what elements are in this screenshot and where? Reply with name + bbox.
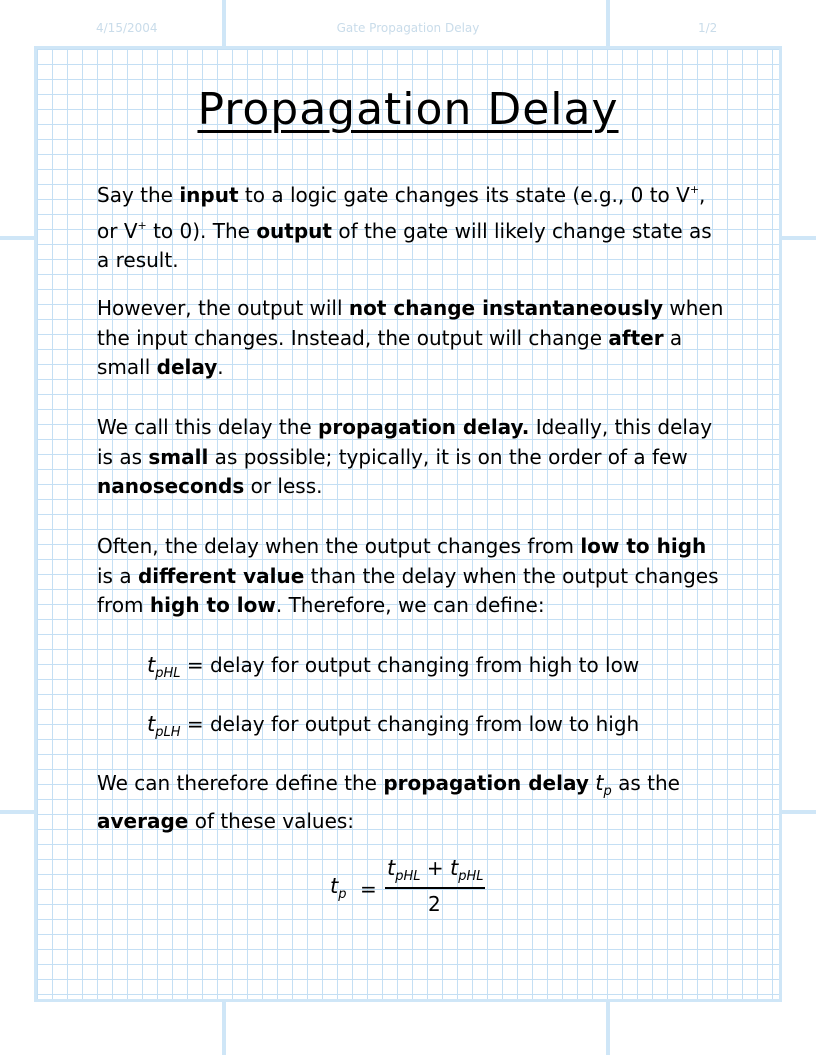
definition-tplh: $t_{pLH}$ = delay for output changing from low to high <box>147 712 640 740</box>
header-date: 4/15/2004 <box>96 21 158 35</box>
paragraph-propagation-delay: We call this delay the propagation delay. Ideally, this delay is as small as possible; typically, it is on the order of a few nanoseconds or less. <box>97 415 713 499</box>
formula-numerator: $t_{pHL} + t_{pHL}$ <box>387 856 484 884</box>
fraction-bar <box>385 887 485 889</box>
formula-denominator: 2 <box>428 892 441 916</box>
definition-tphl: $t_{pHL}$ = delay for output changing from high to low <box>147 653 640 681</box>
formula-equals: = <box>360 877 377 901</box>
page-title: Propagation Delay <box>197 84 619 135</box>
formula-lhs: $t_p$ <box>330 874 347 902</box>
paragraph-average: We can therefore define the propagation delay $t_p$ as the average of these values: <box>97 771 680 833</box>
header-title: Gate Propagation Delay <box>336 21 480 35</box>
header-page-number: 1/2 <box>698 21 718 35</box>
paragraph-input-output: Say the input to a logic gate changes its state (e.g., 0 to V+, or V+ to 0). The output of the gate will likely change state as a result. <box>97 183 712 273</box>
paragraph-not-instantaneous: However, the output will not change instantaneously when the input changes. Instead, the output will change after a small delay. <box>97 296 724 380</box>
paragraph-different-values: Often, the delay when the output changes from low to high is a different value than the delay when the output changes from high to low. Therefore, we can define: <box>97 534 719 618</box>
average-delay-formula <box>330 856 500 926</box>
